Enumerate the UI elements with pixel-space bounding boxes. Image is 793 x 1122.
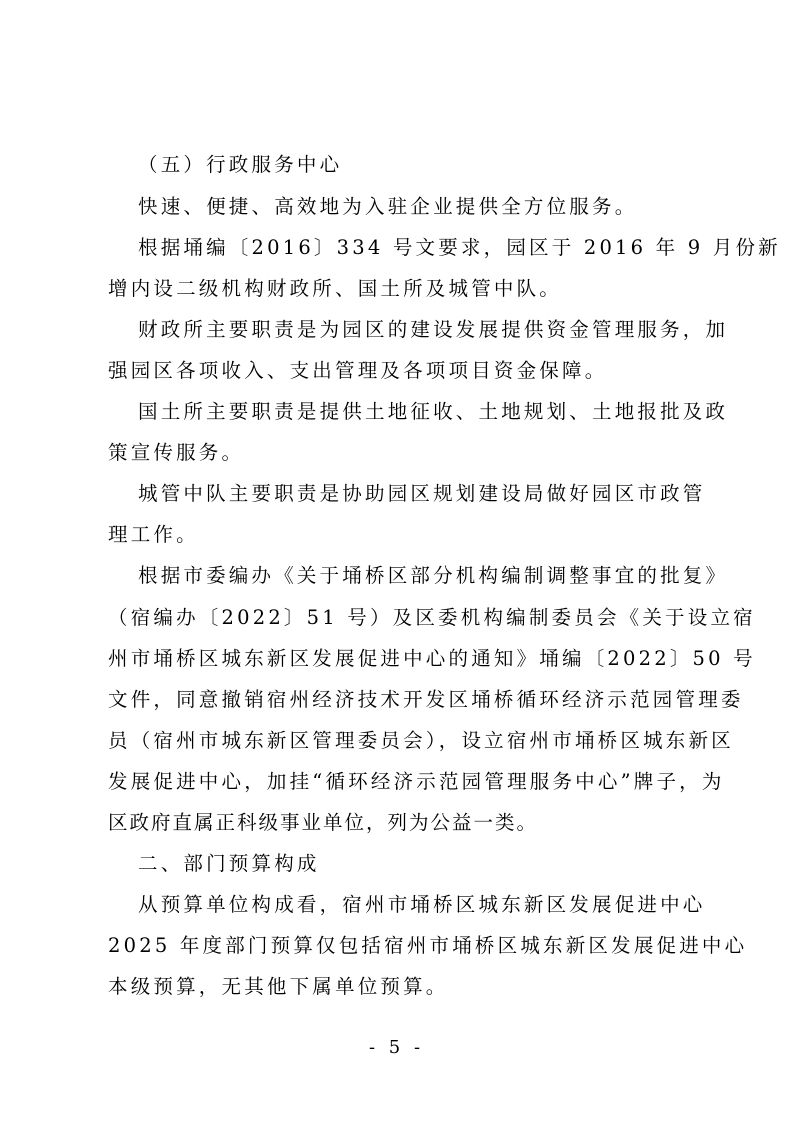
paragraph-line: 文件，同意撤销宿州经济技术开发区埇桥循环经济示范园管理委 <box>108 688 744 711</box>
paragraph-line: （宿编办〔2022〕51 号）及区委机构编制委员会《关于设立宿 <box>108 606 756 629</box>
paragraph-line: 从预算单位构成看，宿州市埇桥区城东新区发展促进中心 <box>138 893 706 916</box>
section-heading-budget-composition: 二、部门预算构成 <box>138 852 320 875</box>
paragraph-line: 根据埇编〔2016〕334 号文要求，园区于 2016 年 9 月份新 <box>138 236 781 259</box>
paragraph-line: 员（宿州市城东新区管理委员会），设立宿州市埇桥区城东新区 <box>108 729 734 752</box>
paragraph-line: 2025 年度部门预算仅包括宿州市埇桥区城东新区发展促进中心 <box>108 934 748 957</box>
paragraph-line: 财政所主要职责是为园区的建设发展提供资金管理服务，加 <box>138 318 729 341</box>
page-number: - 5 - <box>368 1037 425 1058</box>
paragraph-line: 理工作。 <box>108 523 199 546</box>
paragraph-line: 根据市委编办《关于埇桥区部分机构编制调整事宜的批复》 <box>138 564 729 587</box>
paragraph-line: 城管中队主要职责是协助园区规划建设局做好园区市政管 <box>138 482 706 505</box>
paragraph-line: 增内设二级机构财政所、国土所及城管中队。 <box>108 277 563 300</box>
paragraph-line: 策宣传服务。 <box>108 441 245 464</box>
paragraph-line: 州市埇桥区城东新区发展促进中心的通知》埇编〔2022〕50 号 <box>108 647 756 670</box>
paragraph-line: 强园区各项收入、支出管理及各项项目资金保障。 <box>108 359 608 382</box>
section-heading-admin-service-center: （五）行政服务中心 <box>138 153 343 176</box>
paragraph-line: 国土所主要职责是提供土地征收、土地规划、土地报批及政 <box>138 400 729 423</box>
paragraph-line: 发展促进中心，加挂“循环经济示范园管理服务中心”牌子，为 <box>108 770 725 793</box>
paragraph-line: 快速、便捷、高效地为入驻企业提供全方位服务。 <box>138 195 638 218</box>
paragraph-line: 区政府直属正科级事业单位，列为公益一类。 <box>108 811 539 834</box>
paragraph-line: 本级预算，无其他下属单位预算。 <box>108 975 449 998</box>
